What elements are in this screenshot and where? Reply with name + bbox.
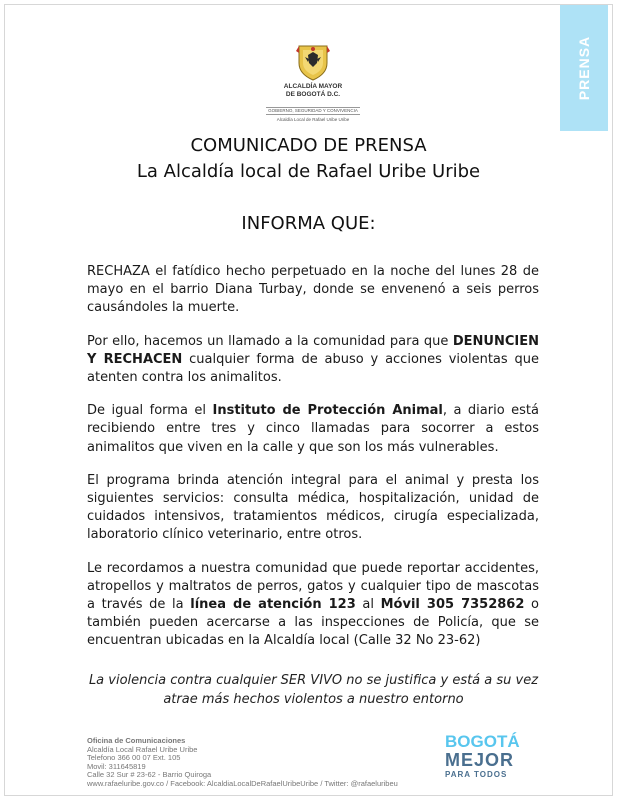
- crest-line-3: GOBIERNO, SEGURIDAD Y CONVIVENCIA: [268, 108, 358, 113]
- quote-line-2: atrae más hechos violentos a nuestro entorno: [163, 692, 464, 707]
- footer-title: Oficina de Comunicaciones: [87, 736, 186, 745]
- footer-line-5: www.rafaeluribe.gov.co / Facebook: AlcaldiaLocalDeRafaelUribeUribe / Twitter: @rafaeluribeu: [87, 778, 398, 788]
- press-release-title: [5, 133, 612, 185]
- crest-line-2: DE BOGOTÁ D.C.: [285, 91, 341, 98]
- paragraph-1: RECHAZA el fatídico hecho perpetuado en la noche del lunes 28 de mayo en el barrio Diana Turbay, donde se envenenó a seis perros causándoles la muerte.: [87, 264, 539, 316]
- footer-line-4: Calle 32 Sur # 23-62 - Barrio Quiroga: [87, 770, 212, 780]
- brand-line-1: BOGOTÁ: [445, 732, 520, 751]
- bogota-mejor-logo: [445, 733, 530, 779]
- prensa-label: PRENSA: [576, 35, 593, 101]
- p5-text-a: Le recordamos a nuestra comunidad que puede reportar accidentes, atropellos y maltratos de perros, gatos y cualquier tipo de mascotas a través de la: [87, 560, 539, 613]
- quote-line-1: La violencia contra cualquier SER VIVO no se justifica y está a su vez: [88, 673, 539, 688]
- footer-line-1: Alcaldía Local Rafael Uribe Uribe: [87, 744, 198, 754]
- paragraph-2: [87, 333, 539, 388]
- document-page: [4, 4, 613, 796]
- p3-bold: Instituto de Protección Animal: [212, 403, 443, 419]
- footer-line-3: Movil: 311645819: [87, 761, 146, 771]
- p5-bold-line: línea de atención 123: [190, 597, 356, 613]
- p3-text-c: , a diario está recibiendo entre tres y cinco llamadas para socorrer a estos animalitos que viven en la calle y que son los más vulnerables.: [87, 403, 539, 455]
- footer-contact: [87, 737, 447, 789]
- body-text: [87, 263, 539, 666]
- crest-line-4: Alcaldía Local de Rafael Uribe Uribe: [276, 117, 350, 122]
- footer-line-2: Telefono 366 00 07 Ext. 105: [87, 753, 181, 763]
- brand-line-2: MEJOR: [445, 750, 515, 770]
- p5-text-e: o también pueden acercarse a las inspecciones de Policía, que se encuentran ubicadas en la Alcaldía local (Calle 32 No 23-62): [87, 597, 539, 649]
- paragraph-4: El programa brinda atención integral para el animal y presta los siguientes servicios: consulta médica, hospitalización, unidad de cuidados intensivos, tratamientos médicos, cirugía especializada, laboratorio clínico veterinario, entre otros.: [87, 472, 539, 543]
- closing-quote: [65, 671, 562, 709]
- p2-text-a: Por ello, hacemos un llamado a la comunidad para que: [87, 333, 453, 349]
- p3-text-a: De igual forma el: [87, 403, 213, 419]
- paragraph-5: [87, 560, 539, 651]
- paragraph-3: [87, 402, 539, 457]
- p5-text-c: al: [355, 597, 381, 613]
- p2-bold: DENUNCIEN Y RECHACEN: [87, 333, 539, 367]
- brand-line-3: PARA TODOS: [445, 770, 508, 779]
- title-line-1: COMUNICADO DE PRENSA: [190, 135, 427, 156]
- p5-bold-movil: Móvil 305 7352862: [380, 597, 525, 613]
- bogota-crest-icon: [296, 43, 330, 81]
- prensa-tab: [560, 5, 608, 131]
- header-crest-block: [253, 43, 373, 123]
- title-line-2: La Alcaldía local de Rafael Uribe Uribe: [136, 161, 481, 182]
- p2-text-c: cualquier forma de abuso y acciones violentas que atenten contra los animalitos.: [87, 351, 539, 386]
- informa-heading: INFORMA QUE:: [241, 213, 376, 234]
- crest-line-1: ALCALDÍA MAYOR: [283, 83, 343, 90]
